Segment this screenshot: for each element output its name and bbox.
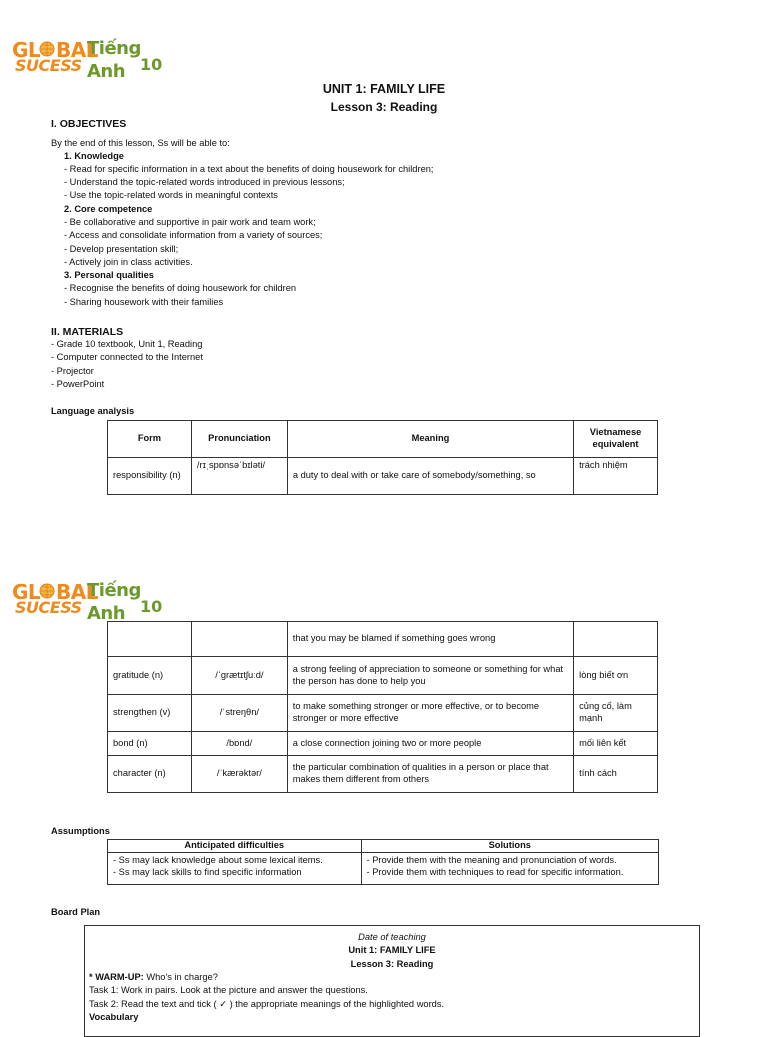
list-item: - PowerPoint	[51, 379, 105, 389]
table-header: Anticipated difficulties	[108, 840, 362, 853]
list-item: - Understand the topic-related words introduced in previous lessons;	[64, 177, 345, 187]
materials-heading: II. MATERIALS	[51, 326, 124, 338]
table-row	[108, 732, 658, 756]
table-cell-meaning: a close connection joining two or more people	[287, 732, 573, 756]
board-vocabulary: Vocabulary	[89, 1012, 139, 1022]
logo-text-bal: BAL	[56, 580, 98, 604]
list-item: - Projector	[51, 366, 94, 376]
table-cell-pron: /ˈstreŋθn/	[191, 695, 287, 732]
logo-grade: 10	[140, 55, 163, 74]
table-cell-meaning: that you may be blamed if something goes wrong	[287, 622, 573, 657]
language-table	[107, 420, 658, 495]
table-header-row	[108, 840, 659, 853]
logo-text-gl: GL	[12, 580, 41, 604]
list-item: - Access and consolidate information from a variety of sources;	[64, 230, 323, 240]
table-cell-form	[108, 622, 192, 657]
table-cell-form: responsibility (n)	[108, 458, 192, 495]
table-header: Meaning	[287, 421, 573, 458]
logo-text-gl: GL	[12, 38, 41, 62]
list-item: - Develop presentation skill;	[64, 244, 179, 254]
table-cell-viet: tính cách	[574, 756, 658, 793]
table-cell-pron: /ˈɡrætɪtʃuːd/	[191, 657, 287, 695]
board-plan-heading: Board Plan	[51, 907, 101, 917]
global-success-logo	[12, 38, 172, 82]
list-item: - Sharing housework with their families	[64, 297, 224, 307]
table-cell-form: bond (n)	[108, 732, 192, 756]
table-cell-pron: /rɪˌspɒnsəˈbɪləti/	[191, 458, 287, 495]
table-header-row	[108, 421, 658, 458]
board-lesson: Lesson 3: Reading	[350, 959, 434, 969]
logo-text-success: SUCESS	[15, 56, 82, 75]
board-task1: Task 1: Work in pairs. Look at the picture and answer the questions.	[89, 985, 368, 995]
objectives-heading: I. OBJECTIVES	[51, 118, 127, 130]
list-item: - Be collaborative and supportive in pair work and team work;	[64, 217, 316, 227]
table-row	[108, 657, 658, 695]
logo-grade: 10	[140, 597, 163, 616]
table-cell-viet: mối liên kết	[574, 732, 658, 756]
table-cell-pron: /ˈkærəktər/	[191, 756, 287, 793]
assumptions-heading: Assumptions	[51, 826, 110, 836]
table-cell-form: gratitude (n)	[108, 657, 192, 695]
list-item: - Read for specific information in a text about the benefits of doing housework for children;	[64, 164, 434, 174]
board-task2: Task 2: Read the text and tick ( ✓ ) the appropriate meanings of the highlighted words.	[89, 999, 445, 1009]
list-item: - Provide them with techniques to read for specific information.	[366, 866, 624, 877]
table-cell-viet: củng cố, làm mạnh	[574, 695, 658, 732]
logo-brand: Tiếng Anh	[87, 580, 141, 624]
table-header: Solutions	[361, 840, 658, 853]
list-item: - Actively join in class activities.	[64, 257, 193, 267]
table-header: Vietnamese equivalent	[574, 421, 658, 458]
assumptions-table	[107, 839, 659, 885]
language-analysis-heading: Language analysis	[51, 406, 135, 416]
warmup-text: Who's in charge?	[143, 972, 218, 982]
language-table-continued	[107, 621, 658, 793]
table-cell-meaning: a strong feeling of appreciation to someone or something for what the person has done to help you	[287, 657, 573, 695]
list-item: - Use the topic-related words in meaningful contexts	[64, 190, 278, 200]
table-cell-form: strengthen (v)	[108, 695, 192, 732]
core-heading: 2. Core competence	[64, 204, 153, 214]
table-row	[108, 695, 658, 732]
globe-icon	[39, 583, 55, 599]
table-cell-viet	[574, 622, 658, 657]
page-title: UNIT 1: FAMILY LIFE	[322, 82, 446, 96]
logo-text-bal: BAL	[56, 38, 98, 62]
objectives-intro: By the end of this lesson, Ss will be able to:	[51, 138, 230, 148]
table-row	[108, 756, 658, 793]
table-row	[108, 458, 658, 495]
table-cell-viet: lòng biết ơn	[574, 657, 658, 695]
logo-text-success: SUCESS	[15, 598, 82, 617]
table-cell-meaning: to make something stronger or more effective, or to become stronger or more effective	[287, 695, 573, 732]
solutions-cell	[361, 853, 658, 885]
table-header: Pronunciation	[191, 421, 287, 458]
table-cell-viet: trách nhiệm	[574, 458, 658, 495]
list-item: - Provide them with the meaning and pronunciation of words.	[366, 855, 617, 865]
board-date: Date of teaching	[358, 932, 426, 942]
global-success-logo-2	[12, 580, 172, 624]
list-item: - Ss may lack knowledge about some lexical items.	[113, 855, 323, 865]
logo-brand: Tiếng Anh	[87, 38, 141, 82]
board-unit: Unit 1: FAMILY LIFE	[348, 945, 436, 955]
globe-icon	[39, 41, 55, 57]
list-item: - Computer connected to the Internet	[51, 352, 203, 362]
list-item: - Grade 10 textbook, Unit 1, Reading	[51, 339, 203, 349]
board-warmup	[89, 972, 218, 984]
board-plan-box	[84, 925, 700, 1037]
knowledge-heading: 1. Knowledge	[64, 151, 124, 161]
table-cell-pron: /bɒnd/	[191, 732, 287, 756]
warmup-label: * WARM-UP:	[89, 972, 144, 982]
table-header: Form	[108, 421, 192, 458]
list-item: - Ss may lack skills to find specific information	[113, 866, 302, 877]
table-cell-form: character (n)	[108, 756, 192, 793]
personal-heading: 3. Personal qualities	[64, 270, 154, 280]
table-row	[108, 622, 658, 657]
table-cell-meaning: a duty to deal with or take care of somebody/something, so	[287, 458, 573, 495]
difficulties-cell	[108, 853, 362, 885]
list-item: - Recognise the benefits of doing housework for children	[64, 283, 297, 293]
table-cell-meaning: the particular combination of qualities in a person or place that makes them different from others	[287, 756, 573, 793]
table-cell-pron	[191, 622, 287, 657]
page-subtitle: Lesson 3: Reading	[330, 100, 438, 114]
table-row	[108, 853, 659, 885]
